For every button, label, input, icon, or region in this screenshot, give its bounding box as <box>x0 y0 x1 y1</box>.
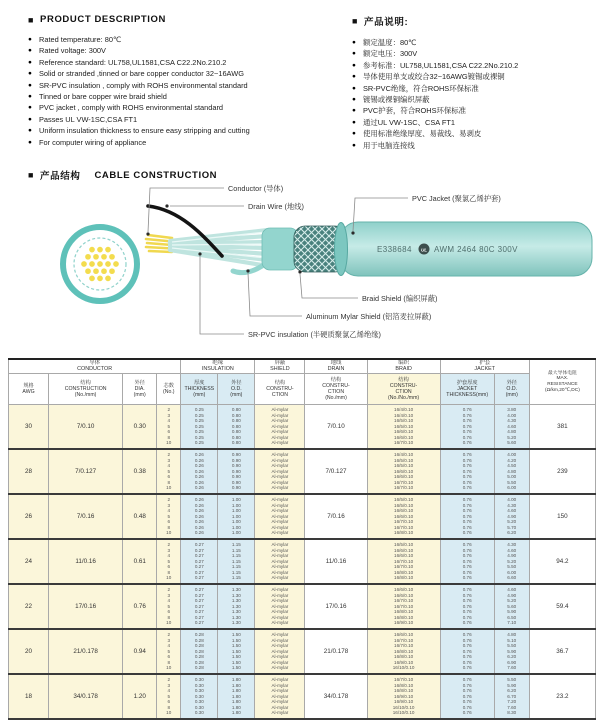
cell-thk: 0.30 0.30 0.30 0.30 0.30 0.30 0.30 <box>181 674 218 719</box>
jacket-print-spec: AWM 2464 80C 300V <box>434 245 518 254</box>
list-item <box>352 48 598 59</box>
conductor-dot <box>146 232 149 235</box>
cell-shield: Al-mylar Al-mylar Al-mylar Al-mylar Al-mylar Al-mylar Al-mylar <box>255 674 305 719</box>
cell-cores: 2 3 4 5 6 8 10 <box>157 674 181 719</box>
list-item-text: 镀锡或裸铜编织屏蔽 <box>363 95 430 105</box>
jacket-print <box>377 244 518 255</box>
group-header-braid: 编织 BRAID <box>367 359 440 374</box>
cell-awg: 18 <box>9 674 49 719</box>
product-notes-title: 产品说明: <box>364 17 409 28</box>
cell-thk: 0.27 0.27 0.27 0.27 0.27 0.27 0.27 <box>181 584 218 629</box>
list-item <box>352 60 598 71</box>
bullet-icon: ● <box>352 50 356 58</box>
cell-construction: 11/0.16 <box>49 539 123 584</box>
cell-iod: 1.15 1.15 1.15 1.15 1.15 1.15 1.15 <box>218 539 255 584</box>
cell-drain: 7/0.16 <box>305 494 367 539</box>
col-header-jod: 外径 O.D. (mm) <box>494 374 529 405</box>
cell-cores: 2 3 4 5 6 8 10 <box>157 539 181 584</box>
mylar-dot <box>246 269 249 272</box>
list-item-text: Tinned or bare copper wire braid shield <box>39 92 167 102</box>
table-row <box>9 539 596 584</box>
cell-iod: 1.30 1.30 1.30 1.30 1.30 1.30 1.30 <box>218 584 255 629</box>
bullet-icon: ● <box>352 73 356 81</box>
conductor-label: Conductor (导体) <box>228 184 284 193</box>
cell-shield: Al-mylar Al-mylar Al-mylar Al-mylar Al-mylar Al-mylar Al-mylar <box>255 539 305 584</box>
cell-cores: 2 3 4 5 6 8 10 <box>157 494 181 539</box>
product-notes-heading <box>352 14 598 28</box>
cell-jthk: 0.76 0.76 0.76 0.76 0.76 0.76 0.76 <box>440 674 494 719</box>
cell-construction: 34/0.178 <box>49 674 123 719</box>
cell-dia: 0.76 <box>123 584 157 629</box>
cell-shield: Al-mylar Al-mylar Al-mylar Al-mylar Al-mylar Al-mylar Al-mylar <box>255 449 305 494</box>
bullet-icon: ● <box>28 58 32 66</box>
cell-cores: 2 3 4 5 6 8 10 <box>157 584 181 629</box>
cell-dia: 0.94 <box>123 629 157 674</box>
product-description-heading <box>28 14 338 25</box>
bullet-icon: ● <box>28 81 32 89</box>
col-header-awg: 规格 AWG <box>9 374 49 405</box>
col-header-cores: 芯数 (No.) <box>157 374 181 405</box>
braid-dot <box>298 270 301 273</box>
pvc-jacket-dot <box>351 231 354 234</box>
group-header-jacket: 护套 JACKET <box>440 359 529 374</box>
cell-jod: 4.60 4.90 5.20 5.60 5.90 6.50 7.10 <box>494 584 529 629</box>
section-marker-icon: ■ <box>28 170 35 180</box>
side-view <box>146 206 592 276</box>
cell-jod: 4.00 4.30 4.60 4.90 5.20 5.70 6.20 <box>494 494 529 539</box>
sr-pvc-leader <box>200 256 244 334</box>
cell-jthk: 0.76 0.76 0.76 0.76 0.76 0.76 0.76 <box>440 405 494 450</box>
group-header-conductor: 导体 CONDUCTOR <box>9 359 181 374</box>
list-item-text: SR-PVC绝缘，符合ROHS环保标准 <box>363 83 479 93</box>
cell-awg: 30 <box>9 405 49 450</box>
product-notes-list <box>352 37 598 151</box>
cell-res: 23.2 <box>529 674 595 719</box>
table-row <box>9 405 596 450</box>
cell-iod: 0.90 0.90 0.90 0.90 0.90 0.90 0.90 <box>218 449 255 494</box>
bullet-icon: ● <box>28 115 32 123</box>
cell-awg: 24 <box>9 539 49 584</box>
bullet-icon: ● <box>352 118 356 126</box>
table-row <box>9 494 596 539</box>
list-item-text: 通过UL VW-1SC、CSA FT1 <box>363 117 455 127</box>
cell-thk: 0.27 0.27 0.27 0.27 0.27 0.27 0.27 <box>181 539 218 584</box>
product-description-list <box>28 34 338 148</box>
cell-construction: 7/0.10 <box>49 405 123 450</box>
aluminum-mylar-wrap <box>262 228 298 270</box>
cable-construction-diagram <box>0 180 603 358</box>
cell-braid: 16/4/0.10 16/4/0.10 16/5/0.10 16/5/0.10 16/6/0.10 16/6/0.10 16/7/0.10 <box>367 405 440 450</box>
list-item <box>28 91 338 102</box>
list-item <box>352 128 598 139</box>
col-header-braid: 结构 CONSTRU- CTION (No./No./mm) <box>367 374 440 405</box>
cell-shield: Al-mylar Al-mylar Al-mylar Al-mylar Al-mylar Al-mylar Al-mylar <box>255 494 305 539</box>
list-item <box>28 137 338 148</box>
jacket-cut-face <box>335 223 348 276</box>
bullet-icon: ● <box>28 127 32 135</box>
col-header-construction: 结构 CONSTRUCTION (No./mm) <box>49 374 123 405</box>
bullet-icon: ● <box>352 96 356 104</box>
list-item-text: SR-PVC insulation , comply with ROHS environmental standard <box>39 80 248 90</box>
list-item-text: Passes UL VW-1SC,CSA FT1 <box>39 114 138 124</box>
cell-cores: 2 3 4 5 6 8 10 <box>157 405 181 450</box>
cell-braid: 16/7/0.10 16/8/0.10 16/8/0.10 16/9/0.10 16/9/0.10 16/10/0.10 16/10/0.10 <box>367 674 440 719</box>
list-item <box>352 94 598 105</box>
cell-braid: 16/6/0.10 16/6/0.10 16/7/0.10 16/7/0.10 16/8/0.10 16/8/0.10 16/9/0.10 <box>367 584 440 629</box>
list-item <box>28 102 338 113</box>
col-header-iod: 外径 O.D. (mm) <box>218 374 255 405</box>
drain-label: Drain Wire (地线) <box>248 202 304 211</box>
section-marker-icon: ■ <box>28 14 35 25</box>
group-header-shield: 屏蔽 SHIELD <box>255 359 305 374</box>
cell-drain: 17/0.16 <box>305 584 367 629</box>
list-item-text: For computer wiring of appliance <box>39 137 147 147</box>
cell-braid: 16/5/0.10 16/5/0.10 16/6/0.10 16/6/0.10 16/7/0.10 16/7/0.10 16/8/0.10 <box>367 494 440 539</box>
bullet-icon: ● <box>28 138 32 146</box>
cell-awg: 22 <box>9 584 49 629</box>
table-row <box>9 584 596 629</box>
cell-res: 94.2 <box>529 539 595 584</box>
list-item <box>352 71 598 82</box>
mylar-label: Aluminum Mylar Shield (铝箔麦拉屏蔽) <box>306 312 432 321</box>
list-item-text: Rated temperature: 80℃ <box>39 35 122 44</box>
list-item-text: PVC护套，符合ROHS环保标准 <box>363 106 467 116</box>
col-header-shield: 结构 CONSTRU- CTION <box>255 374 305 405</box>
group-header-drain: 地线 DRAIN <box>305 359 367 374</box>
spec-table-container <box>8 358 596 720</box>
list-item-text: 使用标准绝缘厚度、易裁线、易剥皮 <box>363 129 482 139</box>
cell-dia: 1.20 <box>123 674 157 719</box>
cell-awg: 20 <box>9 629 49 674</box>
cell-construction: 7/0.16 <box>49 494 123 539</box>
cell-iod: 0.80 0.80 0.80 0.80 0.80 0.80 0.80 <box>218 405 255 450</box>
sr-pvc-dot <box>198 252 201 255</box>
col-header-drain: 结构 CONSTRU- CTION (No./mm) <box>305 374 367 405</box>
cell-dia: 0.61 <box>123 539 157 584</box>
cell-awg: 28 <box>9 449 49 494</box>
cell-jod: 4.80 5.10 5.50 5.90 6.20 6.90 7.60 <box>494 629 529 674</box>
jacket-print-cert: E338684 <box>377 245 412 254</box>
cell-res: 36.7 <box>529 629 595 674</box>
list-item-text: PVC jacket , comply with ROHS environmental standard <box>39 103 224 113</box>
cell-jthk: 0.76 0.76 0.76 0.76 0.76 0.76 0.76 <box>440 494 494 539</box>
cell-cores: 2 3 4 5 6 8 10 <box>157 449 181 494</box>
cell-braid: 16/4/0.10 16/5/0.10 16/5/0.10 16/6/0.10 16/6/0.10 16/7/0.10 16/7/0.10 <box>367 449 440 494</box>
list-item <box>28 125 338 136</box>
mylar-leader <box>248 273 302 316</box>
table-row <box>9 629 596 674</box>
list-item-text: Reference standard: UL758,UL1581,CSA C22.2No.210.2 <box>39 57 227 67</box>
cell-drain: 7/0.10 <box>305 405 367 450</box>
cell-shield: Al-mylar Al-mylar Al-mylar Al-mylar Al-mylar Al-mylar Al-mylar <box>255 405 305 450</box>
cell-braid: 16/6/0.10 16/7/0.10 16/7/0.10 16/8/0.10 16/8/0.10 16/9/0.10 16/10/0.10 <box>367 629 440 674</box>
cell-dia: 0.38 <box>123 449 157 494</box>
table-row <box>9 674 596 719</box>
cell-res: 150 <box>529 494 595 539</box>
list-item-text: 导体使用单支或绞合32~16AWG镀锡或裸铜 <box>363 72 505 82</box>
spec-table <box>8 358 596 720</box>
bullet-icon: ● <box>352 107 356 115</box>
cell-jthk: 0.76 0.76 0.76 0.76 0.76 0.76 0.76 <box>440 629 494 674</box>
bullet-icon: ● <box>352 141 356 149</box>
col-header-dia: 外径 DIA. (mm) <box>123 374 157 405</box>
list-item <box>28 34 338 45</box>
cell-jod: 5.50 5.90 6.20 6.70 7.20 7.60 8.30 <box>494 674 529 719</box>
list-item <box>352 83 598 94</box>
cell-shield: Al-mylar Al-mylar Al-mylar Al-mylar Al-mylar Al-mylar Al-mylar <box>255 629 305 674</box>
cell-thk: 0.28 0.28 0.28 0.28 0.28 0.28 0.28 <box>181 629 218 674</box>
list-item-text: Uniform insulation thickness to ensure easy stripping and cutting <box>39 126 250 136</box>
cell-iod: 1.50 1.50 1.50 1.50 1.50 1.50 1.50 <box>218 629 255 674</box>
cell-thk: 0.26 0.26 0.26 0.26 0.26 0.26 0.26 <box>181 494 218 539</box>
cell-cores: 2 3 4 5 6 8 10 <box>157 629 181 674</box>
col-header-jthk: 护套厚度 JACKET THICKNESS(mm) <box>440 374 494 405</box>
list-item-text: 用于电脑连接线 <box>363 140 415 150</box>
cell-construction: 21/0.178 <box>49 629 123 674</box>
list-item <box>352 117 598 128</box>
cell-res: 239 <box>529 449 595 494</box>
list-item-text: Rated voltage: 300V <box>39 46 106 56</box>
list-item <box>28 80 338 91</box>
cell-awg: 26 <box>9 494 49 539</box>
cell-res: 59.4 <box>529 584 595 629</box>
list-item-text: 参考标准：UL758,UL1581,CSA C22.2No.210.2 <box>363 60 519 70</box>
cell-thk: 0.26 0.26 0.26 0.26 0.26 0.26 0.26 <box>181 449 218 494</box>
cross-section-view <box>63 227 137 301</box>
list-item <box>352 37 598 48</box>
bullet-icon: ● <box>28 36 32 43</box>
cell-iod: 1.80 1.80 1.80 1.80 1.80 1.80 1.80 <box>218 674 255 719</box>
cell-thk: 0.25 0.25 0.25 0.25 0.25 0.25 0.25 <box>181 405 218 450</box>
bullet-icon: ● <box>352 130 356 138</box>
bullet-icon: ● <box>28 93 32 101</box>
cell-dia: 0.48 <box>123 494 157 539</box>
bullet-icon: ● <box>28 47 32 55</box>
cell-jod: 4.00 4.20 4.50 4.80 5.00 5.50 6.00 <box>494 449 529 494</box>
cell-construction: 7/0.127 <box>49 449 123 494</box>
bullet-icon: ● <box>352 39 356 46</box>
cell-res: 381 <box>529 405 595 450</box>
cell-drain: 21/0.178 <box>305 629 367 674</box>
sr-pvc-label: SR-PVC insulation (半硬质聚氯乙烯绝缘) <box>248 330 381 339</box>
bullet-icon: ● <box>28 70 32 78</box>
cell-construction: 17/0.16 <box>49 584 123 629</box>
cell-drain: 34/0.178 <box>305 674 367 719</box>
list-item-text: 额定电压：300V <box>363 49 418 59</box>
cell-jthk: 0.76 0.76 0.76 0.76 0.76 0.76 0.76 <box>440 539 494 584</box>
list-item <box>352 105 598 116</box>
insulated-cores <box>170 230 268 266</box>
cell-jthk: 0.76 0.76 0.76 0.76 0.76 0.76 0.76 <box>440 449 494 494</box>
product-description-section <box>28 14 338 148</box>
braid-label: Braid Shield (编织屏蔽) <box>362 294 438 303</box>
cell-jod: 4.30 4.60 4.90 5.20 5.50 6.00 6.60 <box>494 539 529 584</box>
ul-mark-text: UL <box>420 247 428 253</box>
construction-title-en: CABLE CONSTRUCTION <box>94 169 218 181</box>
list-item <box>28 114 338 125</box>
list-item <box>28 45 338 56</box>
list-item-text: Solid or stranded ,tinned or bare copper conductor 32~16AWG <box>39 69 244 79</box>
cell-shield: Al-mylar Al-mylar Al-mylar Al-mylar Al-mylar Al-mylar Al-mylar <box>255 584 305 629</box>
bullet-icon: ● <box>352 84 356 92</box>
construction-title-cn: 产品结构 <box>40 171 81 182</box>
col-header-res: 最大导体电阻 MAX. RESISTANCE (Ω/km,20℃,DC) <box>529 359 595 405</box>
bullet-icon: ● <box>28 104 32 112</box>
cell-drain: 7/0.127 <box>305 449 367 494</box>
cell-braid: 16/5/0.10 16/6/0.10 16/6/0.10 16/7/0.10 16/7/0.10 16/8/0.10 16/8/0.10 <box>367 539 440 584</box>
list-item <box>352 140 598 151</box>
list-item <box>28 68 338 79</box>
col-header-thk: 厚度 THICKNESS (mm) <box>181 374 218 405</box>
cell-jod: 3.80 4.00 4.30 4.60 4.80 5.20 5.60 <box>494 405 529 450</box>
group-header-insulation: 绝缘 INSULATION <box>181 359 255 374</box>
drain-dot <box>165 204 168 207</box>
cell-drain: 11/0.16 <box>305 539 367 584</box>
list-item <box>28 57 338 68</box>
cell-jthk: 0.76 0.76 0.76 0.76 0.76 0.76 0.76 <box>440 584 494 629</box>
bullet-icon: ● <box>352 61 356 69</box>
pvc-jacket-label: PVC Jacket (聚氯乙烯护套) <box>412 194 501 203</box>
section-marker-icon: ■ <box>352 16 359 26</box>
braid-leader <box>300 274 358 298</box>
list-item-text: 额定温度：80℃ <box>363 38 417 47</box>
cell-dia: 0.30 <box>123 405 157 450</box>
product-description-title: PRODUCT DESCRIPTION <box>40 14 166 25</box>
table-row <box>9 449 596 494</box>
product-notes-section <box>352 14 598 151</box>
cell-iod: 1.00 1.00 1.00 1.00 1.00 1.00 1.00 <box>218 494 255 539</box>
